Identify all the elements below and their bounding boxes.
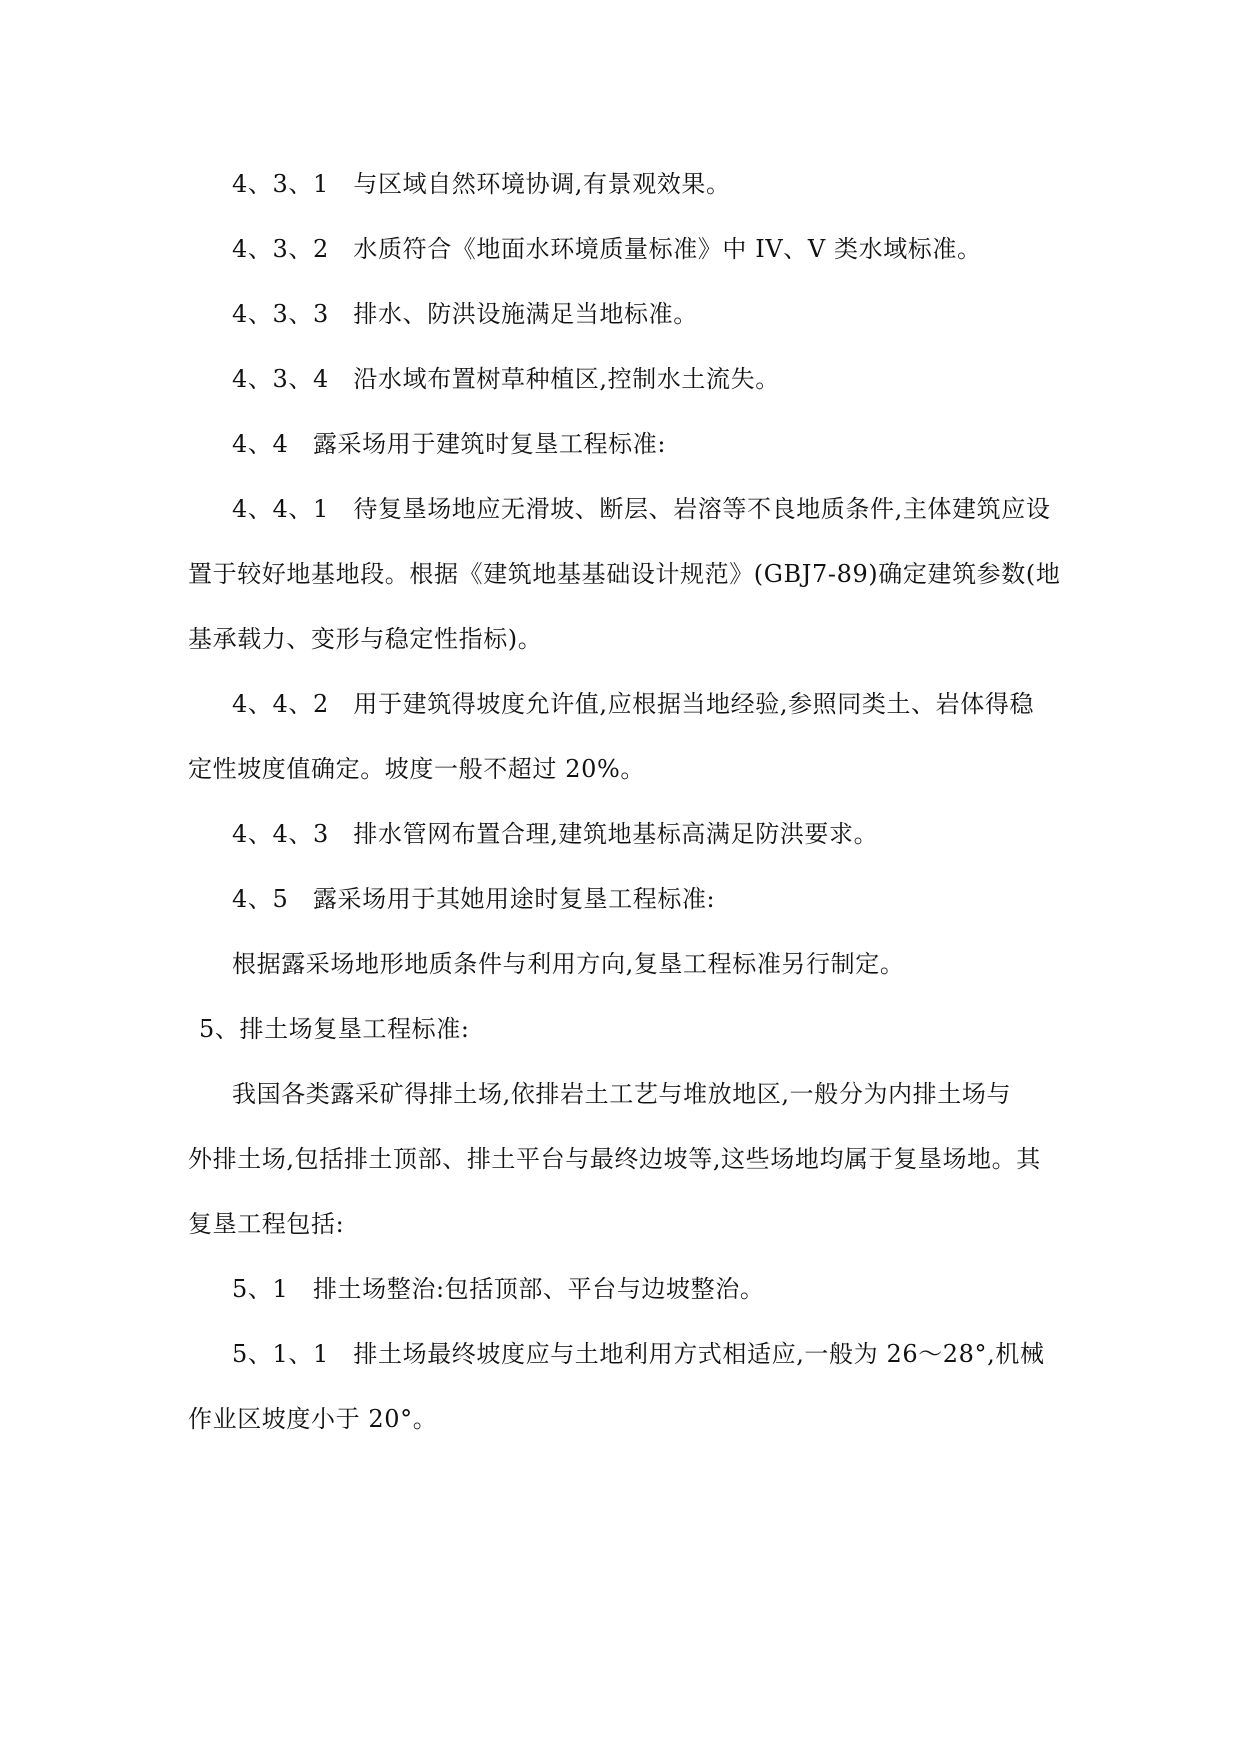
section-4-5-body: 根据露采场地形地质条件与利用方向,复垦工程标准另行制定。 xyxy=(232,950,905,978)
clause-4-4-3: 4、4、3 排水管网布置合理,建筑地基标高满足防洪要求。 xyxy=(232,820,879,848)
section-5-1-heading: 5、1 排土场整治:包括顶部、平台与边坡整治。 xyxy=(232,1275,765,1303)
clause-5-1-1-line-2: 作业区坡度小于 20°。 xyxy=(188,1405,438,1433)
section-4-4-heading: 4、4 露采场用于建筑时复垦工程标准: xyxy=(232,430,667,458)
clause-4-3-1: 4、3、1 与区域自然环境协调,有景观效果。 xyxy=(232,170,731,198)
clause-4-4-1-line-1: 4、4、1 待复垦场地应无滑坡、断层、岩溶等不良地质条件,主体建筑应设 xyxy=(232,495,1051,523)
clause-5-1-1-line-1: 5、1、1 排土场最终坡度应与土地利用方式相适应,一般为 26～28°,机械 xyxy=(232,1340,1045,1368)
clause-4-3-3: 4、3、3 排水、防洪设施满足当地标准。 xyxy=(232,300,698,328)
section-4-5-heading: 4、5 露采场用于其她用途时复垦工程标准: xyxy=(232,885,716,913)
section-5-heading: 5、排土场复垦工程标准: xyxy=(199,1015,470,1043)
section-5-body-line-3: 复垦工程包括: xyxy=(188,1210,345,1238)
clause-4-3-2: 4、3、2 水质符合《地面水环境质量标准》中 IV、V 类水域标准。 xyxy=(232,235,982,263)
clause-4-4-1-line-3: 基承载力、变形与稳定性指标)。 xyxy=(188,625,543,653)
clause-4-4-2-line-1: 4、4、2 用于建筑得坡度允许值,应根据当地经验,参照同类土、岩体得稳 xyxy=(232,690,1035,718)
clause-4-4-2-line-2: 定性坡度值确定。坡度一般不超过 20%。 xyxy=(188,755,645,783)
clause-4-4-1-line-2: 置于较好地基地段。根据《建筑地基基础设计规范》(GBJ7-89)确定建筑参数(地 xyxy=(188,560,1061,588)
section-5-body-line-1: 我国各类露采矿得排土场,依排岩土工艺与堆放地区,一般分为内排土场与 xyxy=(232,1080,1012,1108)
clause-4-3-4: 4、3、4 沿水域布置树草种植区,控制水土流失。 xyxy=(232,365,780,393)
section-5-body-line-2: 外排土场,包括排土顶部、排土平台与最终边坡等,这些场地均属于复垦场地。其 xyxy=(188,1145,1041,1173)
